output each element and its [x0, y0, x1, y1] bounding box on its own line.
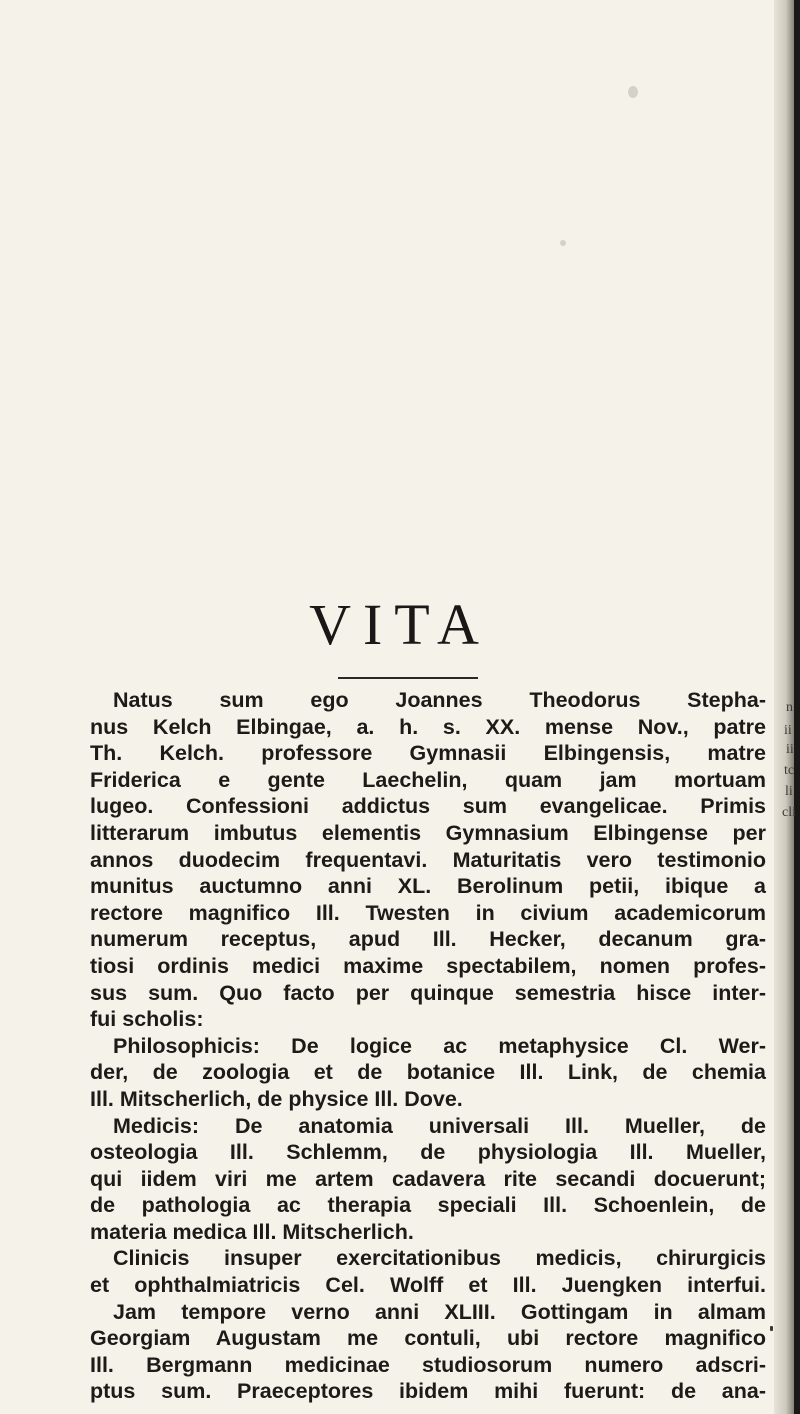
text-line: Natus sum ego Joannes Theodorus Stepha-: [113, 688, 766, 712]
text-line: ptus sum. Praeceptores ibidem mihi fuerunt: de ana-: [90, 1379, 766, 1404]
edge-glyph: n: [786, 700, 793, 715]
edge-glyph: li: [785, 784, 793, 799]
ink-mark: [770, 1326, 773, 1331]
text-line: Philosophicis: De logice ac metaphysice Cl. Wer-: [113, 1033, 766, 1058]
edge-glyph: ii: [786, 742, 794, 757]
text-line: annos duodecim frequentavi. Maturitatis vero testimonio: [90, 847, 766, 872]
text-line: Georgiam Augustam me contuli, ubi rectore magnifico: [90, 1326, 766, 1351]
text-line: lugeo. Confessioni addictus sum evangelicae. Primis: [90, 794, 766, 819]
text-line: Clinicis insuper exercitationibus medicis, chirurgicis: [113, 1246, 766, 1271]
text-line: Friderica e gente Laechelin, quam jam mortuam: [90, 767, 766, 792]
text-line: nus Kelch Elbingae, a. h. s. XX. mense Nov., patre: [90, 714, 766, 739]
text-line: Ill. Mitscherlich, de physice Ill. Dove.: [90, 1086, 463, 1111]
text-line: tiosi ordinis medici maxime spectabilem, nomen profes-: [90, 953, 766, 978]
ink-smudge: [628, 86, 638, 98]
text-line: numerum receptus, apud Ill. Hecker, decanum gra-: [90, 927, 766, 952]
body-text: [90, 687, 766, 1405]
text-line: Ill. Bergmann medicinae studiosorum numero adscri-: [90, 1352, 766, 1377]
text-line: Jam tempore verno anni XLIII. Gottingam in almam: [113, 1299, 766, 1324]
page-edge: [794, 0, 800, 1414]
page-title: VITA: [309, 592, 491, 657]
text-line: Th. Kelch. professore Gymnasii Elbingensis, matre: [90, 741, 766, 766]
text-line: litterarum imbutus elementis Gymnasium Elbingense per: [90, 820, 766, 845]
ink-smudge: [560, 240, 566, 246]
edge-glyph: cli: [782, 805, 796, 820]
text-line: munitus auctumno anni XL. Berolinum petii, ibique a: [90, 874, 766, 899]
edge-glyph: tc: [784, 763, 795, 778]
text-line: qui iidem viri me artem cadavera rite secandi docuerunt;: [90, 1166, 766, 1191]
text-line: de pathologia ac therapia speciali Ill. Schoenlein, de: [90, 1193, 766, 1218]
text-line: osteologia Ill. Schlemm, de physiologia Ill. Mueller,: [90, 1140, 766, 1165]
edge-glyph: ii: [784, 723, 792, 738]
text-line: sus sum. Quo facto per quinque semestria hisce inter-: [90, 980, 766, 1005]
text-line: fui scholis:: [90, 1007, 204, 1032]
text-line: et ophthalmiatricis Cel. Wolff et Ill. Juengken interfui.: [90, 1273, 766, 1298]
text-line: rectore magnifico Ill. Twesten in civium academicorum: [90, 900, 766, 925]
title-rule: [338, 677, 478, 679]
text-line: Medicis: De anatomia universali Ill. Mueller, de: [113, 1113, 766, 1138]
text-line: der, de zoologia et de botanice Ill. Link, de chemia: [90, 1060, 766, 1085]
text-line: materia medica Ill. Mitscherlich.: [90, 1219, 414, 1244]
